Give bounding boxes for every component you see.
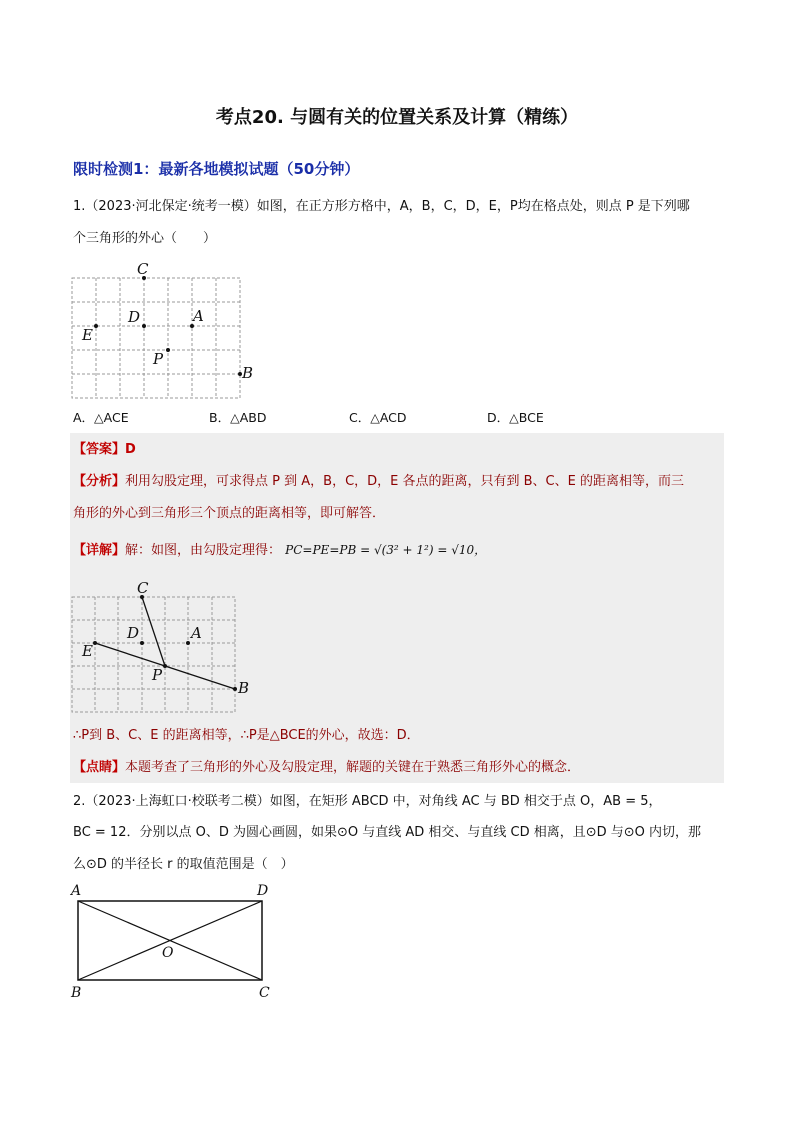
q2-label-a: A xyxy=(71,883,82,899)
comment-text: 本题考查了三角形的外心及勾股定理，解题的关键在于熟悉三角形外心的概念． xyxy=(125,760,581,775)
q2-label-b: B xyxy=(71,985,82,1001)
comment-tag: 【点睛】 xyxy=(73,760,126,775)
q1-label-d: D xyxy=(128,308,141,326)
detail-formula: PC=PE=PB = √(3² + 1²) = √10， xyxy=(285,543,487,557)
q1-analysis-line2: 角形的外心到三角形三个顶点的距离相等，即可解答． xyxy=(73,506,386,521)
q1-label-c: C xyxy=(137,260,149,278)
q1-option-c[interactable]: C．△ACD xyxy=(349,410,407,425)
page-title: 考点20. 与圆有关的位置关系及计算（精练） xyxy=(215,107,579,128)
q1-option-a[interactable]: A．△ACE xyxy=(73,410,129,425)
analysis-tag: 【分析】 xyxy=(73,474,126,489)
q1-option-d[interactable]: D．△BCE xyxy=(487,410,544,425)
q2-stem-line2: BC = 12．分别以点 O、D 为圆心画圆，如果⊙O 与直线 AD 相交、与直线 CD 相离，且⊙D 与⊙O 内切，那 xyxy=(73,825,702,840)
q1-stem-line2: 个三角形的外心（ ） xyxy=(73,231,217,246)
q2-label-o: O xyxy=(162,945,174,961)
q2-label-d: D xyxy=(257,883,269,899)
q1-label-a: A xyxy=(193,307,204,325)
detail-text: 解：如图，由勾股定理得： xyxy=(125,543,282,558)
q1-label-e: E xyxy=(82,326,93,344)
sol-label-a: A xyxy=(191,624,202,642)
q2-stem-line3: 么⊙D 的半径长 r 的取值范围是（ ） xyxy=(73,857,294,872)
sol-label-b: B xyxy=(238,679,250,697)
sol-label-c: C xyxy=(137,579,149,597)
q1-conclusion: ∴P到 B、C、E 的距离相等，∴P是△BCE的外心，故选：D． xyxy=(73,728,420,743)
section-title: 限时检测1：最新各地模拟试题（50分钟） xyxy=(73,160,360,178)
detail-tag: 【详解】 xyxy=(73,543,126,558)
q1-label-b: B xyxy=(242,364,254,382)
sol-label-d: D xyxy=(127,624,140,642)
q1-stem-line1: 1.（2023·河北保定·统考一模）如图，在正方形方格中，A，B，C，D，E，P均在格点处，则点 P 是下列哪 xyxy=(73,199,690,214)
q1-answer: 【答案】D xyxy=(73,442,136,457)
q2-stem-line1: 2.（2023·上海虹口·校联考二模）如图，在矩形 ABCD 中，对角线 AC 与 BD 相交于点 O，AB = 5， xyxy=(73,794,662,809)
sol-label-p: P xyxy=(152,666,163,684)
q1-option-b[interactable]: B．△ABD xyxy=(209,410,267,425)
sol-label-e: E xyxy=(82,642,93,660)
analysis-text-1: 利用勾股定理，可求得点 P 到 A，B，C，D，E 各点的距离，只有到 B、C、E 的距离相等，而三 xyxy=(125,474,684,489)
q2-label-c: C xyxy=(259,985,270,1001)
q1-label-p: P xyxy=(153,350,164,368)
